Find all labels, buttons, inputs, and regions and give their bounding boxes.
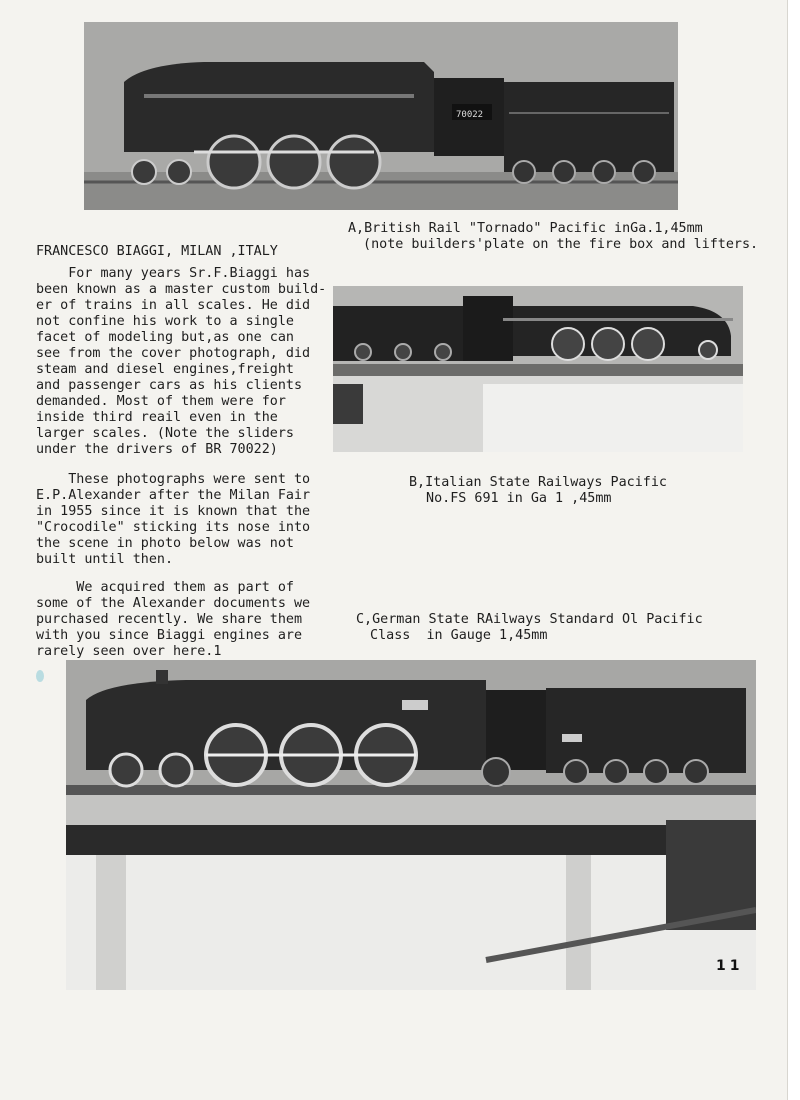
text-line: built until then.: [36, 552, 174, 567]
text-line: larger scales. (Note the sliders: [36, 426, 294, 441]
text-line: see from the cover photograph, did: [36, 346, 311, 361]
photo-british-rail-locomotive: [84, 22, 678, 210]
caption-c-line-1: C,German State RAilways Standard Ol Pacific: [356, 612, 703, 627]
article-heading: FRANCESCO BIAGGI, MILAN ,ITALY: [36, 244, 278, 259]
text-line: These photographs were sent to: [36, 472, 311, 487]
caption-b-line-2: No.FS 691 in Ga 1 ,45mm: [418, 491, 612, 506]
text-line: E.P.Alexander after the Milan Fair: [36, 488, 311, 503]
caption-a-line-1: A,British Rail "Tornado" Pacific inGa.1,45mm: [348, 221, 703, 236]
locomotive-a-number-plate: 70022: [456, 110, 484, 120]
locomotive-a-illustration: [84, 22, 678, 210]
text-line: and passenger cars as his clients: [36, 378, 303, 393]
locomotive-c-illustration: [66, 660, 756, 990]
text-line: been known as a master custom build-: [36, 282, 327, 297]
text-line: For many years Sr.F.Biaggi has: [36, 266, 311, 281]
text-line: We acquired them as part of: [36, 580, 294, 595]
locomotive-b-illustration: [333, 286, 743, 452]
text-line: the scene in photo below was not: [36, 536, 294, 551]
text-line: purchased recently. We share them: [36, 612, 303, 627]
text-line: demanded. Most of them were for: [36, 394, 286, 409]
ink-speck: [36, 670, 44, 682]
text-line: under the drivers of BR 70022): [36, 442, 278, 457]
text-line: steam and diesel engines,freight: [36, 362, 294, 377]
text-line: not confine his work to a single: [36, 314, 294, 329]
page-number: 11: [716, 958, 744, 974]
text-line: er of trains in all scales. He did: [36, 298, 311, 313]
caption-b-line-1: B,Italian State Railways Pacific: [409, 475, 667, 490]
caption-c-line-2: Class in Gauge 1,45mm: [362, 628, 548, 643]
caption-a-line-2: (note builders'plate on the fire box and lifters.: [355, 237, 759, 252]
photo-italian-state-railways-locomotive: [333, 286, 743, 452]
text-line: "Crocodile" sticking its nose into: [36, 520, 311, 535]
text-line: facet of modeling but,as one can: [36, 330, 294, 345]
text-line: inside third reail even in the: [36, 410, 278, 425]
text-line: in 1955 since it is known that the: [36, 504, 311, 519]
text-line: some of the Alexander documents we: [36, 596, 311, 611]
text-line: rarely seen over here.1: [36, 644, 222, 659]
photo-german-state-railways-locomotive: [66, 660, 756, 990]
text-line: with you since Biaggi engines are: [36, 628, 303, 643]
